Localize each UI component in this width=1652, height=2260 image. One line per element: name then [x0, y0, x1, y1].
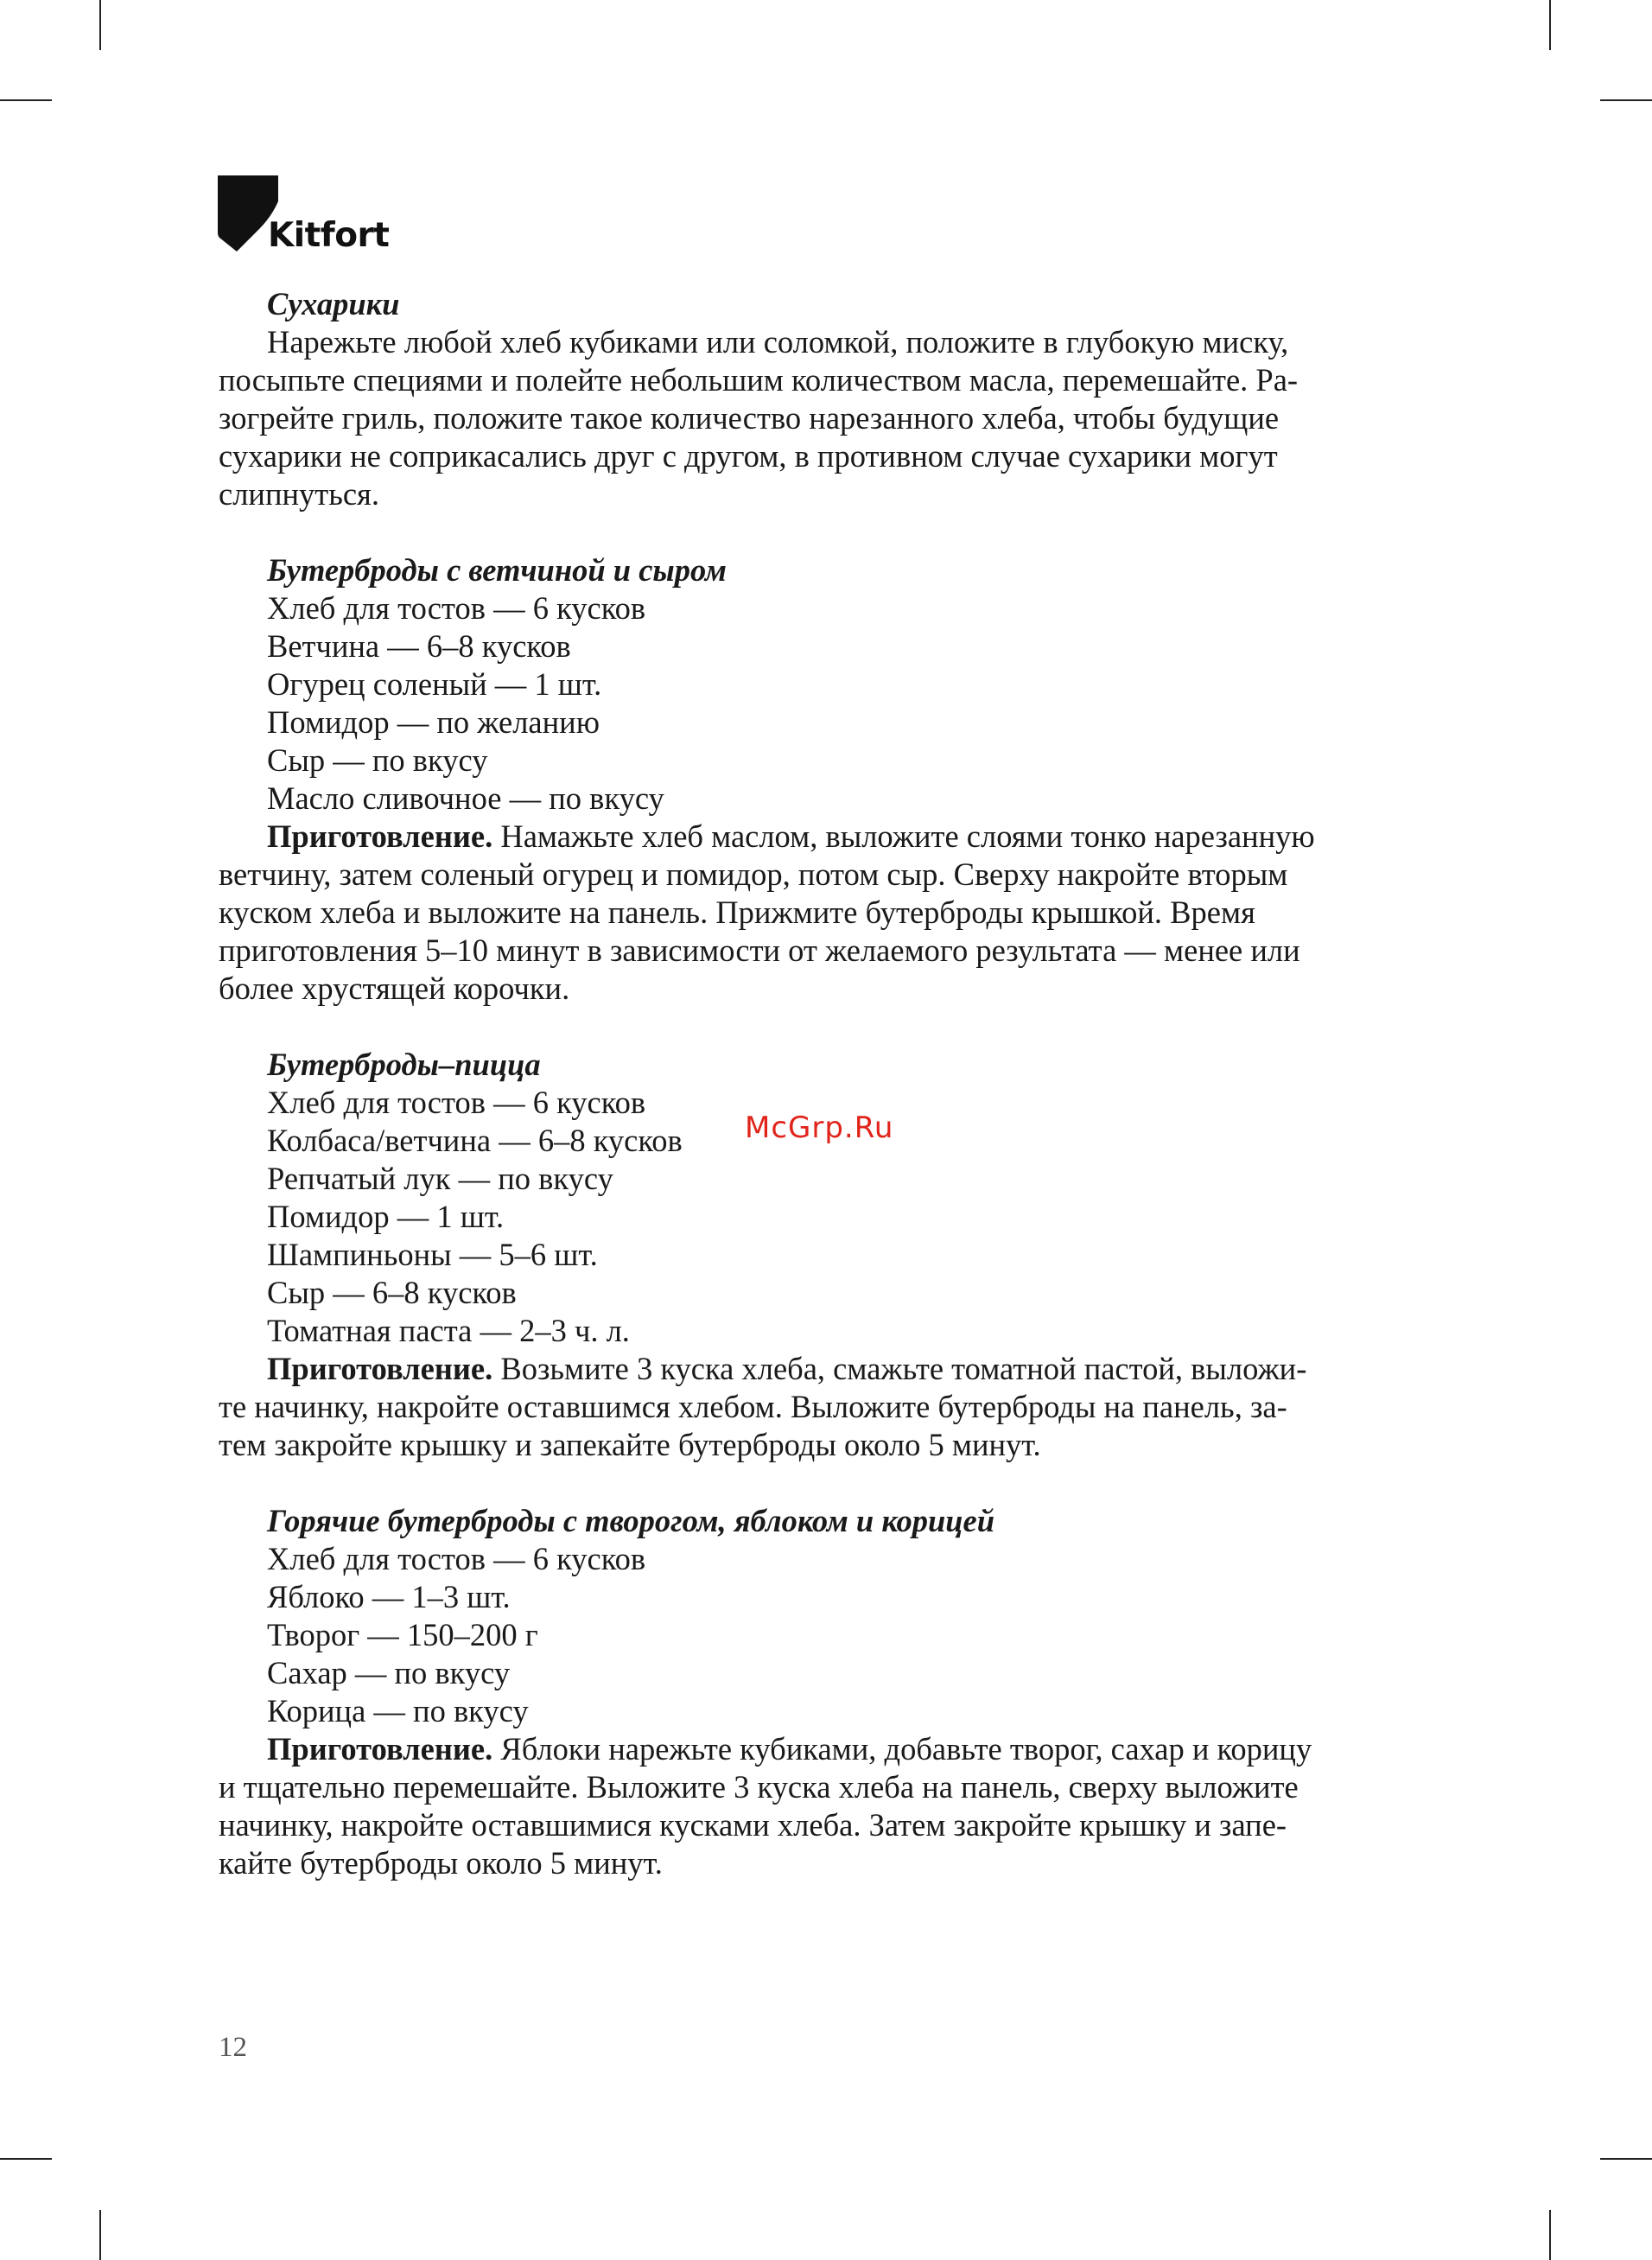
- preparation-line: куском хлеба и выложите на панель. Прижмите бутерброды крышкой. Время: [219, 894, 1255, 930]
- ingredient-item: Томатная паста — 2–3 ч. л.: [267, 1313, 630, 1348]
- ingredient-item: Хлеб для тостов — 6 кусков: [267, 1541, 646, 1576]
- section-title: Сухарики: [267, 286, 400, 321]
- ingredient-item: Творог — 150–200 г: [267, 1617, 538, 1652]
- recipe-content: [219, 285, 1433, 1882]
- ingredient-item: Масло сливочное — по вкусу: [267, 780, 664, 816]
- ingredient-item: Репчатый лук — по вкусу: [267, 1161, 613, 1196]
- crop-mark: [0, 99, 52, 101]
- ingredient-item: Сыр — по вкусу: [267, 742, 488, 778]
- paragraph-line: слипнуться.: [219, 476, 379, 512]
- crop-mark: [1549, 0, 1551, 50]
- preparation-label: Приготовление.: [267, 818, 493, 854]
- preparation-line: кайте бутерброды около 5 минут.: [219, 1845, 663, 1881]
- crop-mark: [99, 0, 101, 50]
- crop-mark: [1600, 2158, 1652, 2160]
- preparation-line: начинку, накройте оставшимися кусками хлеба. Затем закройте крышку и запе-: [219, 1807, 1287, 1843]
- preparation-label: Приготовление.: [267, 1731, 493, 1767]
- ingredient-item: Шампиньоны — 5–6 шт.: [267, 1237, 598, 1272]
- preparation-line: [219, 818, 1433, 856]
- paragraph-line: зогрейте гриль, положите такое количество нарезанного хлеба, чтобы будущие: [219, 400, 1280, 436]
- section-title: Горячие бутерброды с творогом, яблоком и корицей: [267, 1503, 995, 1538]
- preparation-line: ветчину, затем соленый огурец и помидор, потом сыр. Сверху накройте вторым: [219, 856, 1288, 892]
- paragraph-line: Нарежьте любой хлеб кубиками или соломкой, положите в глубокую миску,: [267, 324, 1289, 360]
- preparation-line: и тщательно перемешайте. Выложите 3 куска хлеба на панель, сверху выложите: [219, 1769, 1299, 1805]
- preparation-line: тем закройте крышку и запекайте бутерброды около 5 минут.: [219, 1427, 1041, 1462]
- preparation-line: приготовления 5–10 минут в зависимости от желаемого результата — менее или: [219, 933, 1300, 968]
- paragraph-line: сухарики не соприкасались друг с другом, в противном случае сухарики могут: [219, 438, 1278, 474]
- ingredient-item: Ветчина — 6–8 кусков: [267, 628, 571, 664]
- ingredient-item: Хлеб для тостов — 6 кусков: [267, 1085, 646, 1120]
- crop-mark: [1549, 2210, 1551, 2260]
- preparation-label: Приготовление.: [267, 1351, 493, 1386]
- crop-mark: [99, 2210, 101, 2260]
- ingredient-item: Колбаса/ветчина — 6–8 кусков: [267, 1123, 683, 1158]
- page-number: 12: [219, 2032, 247, 2063]
- ingredient-item: Огурец соленый — 1 шт.: [267, 666, 602, 702]
- preparation-text: Яблоки нарежьте кубиками, добавьте творог, сахар и корицу: [492, 1731, 1312, 1767]
- preparation-text: Возьмите 3 куска хлеба, смажьте томатной пастой, выложи-: [492, 1351, 1307, 1386]
- preparation-line: [219, 1730, 1433, 1768]
- ingredient-item: Сыр — 6–8 кусков: [267, 1275, 517, 1310]
- preparation-line: те начинку, накройте оставшимся хлебом. Выложите бутерброды на панель, за-: [219, 1389, 1287, 1424]
- brand-logo-text: Kitfort: [268, 216, 390, 255]
- ingredient-item: Хлеб для тостов — 6 кусков: [267, 590, 646, 626]
- crop-mark: [0, 2158, 52, 2160]
- preparation-text: Намажьте хлеб маслом, выложите слоями тонко нарезанную: [492, 818, 1315, 854]
- watermark-link[interactable]: McGrp.Ru: [745, 1111, 894, 1145]
- ingredient-item: Сахар — по вкусу: [267, 1655, 511, 1690]
- ingredient-item: Помидор — 1 шт.: [267, 1199, 505, 1234]
- section-title: Бутерброды с ветчиной и сыром: [267, 552, 727, 588]
- ingredient-item: Яблоко — 1–3 шт.: [267, 1579, 511, 1614]
- crop-mark: [1600, 99, 1652, 101]
- preparation-line: [219, 1350, 1433, 1388]
- ingredient-item: Корица — по вкусу: [267, 1693, 529, 1728]
- paragraph-line: посыпьте специями и полейте небольшим количеством масла, перемешайте. Ра-: [219, 362, 1299, 398]
- preparation-line: более хрустящей корочки.: [219, 971, 570, 1006]
- section-title: Бутерброды–пицца: [267, 1047, 541, 1082]
- ingredient-item: Помидор — по желанию: [267, 704, 600, 740]
